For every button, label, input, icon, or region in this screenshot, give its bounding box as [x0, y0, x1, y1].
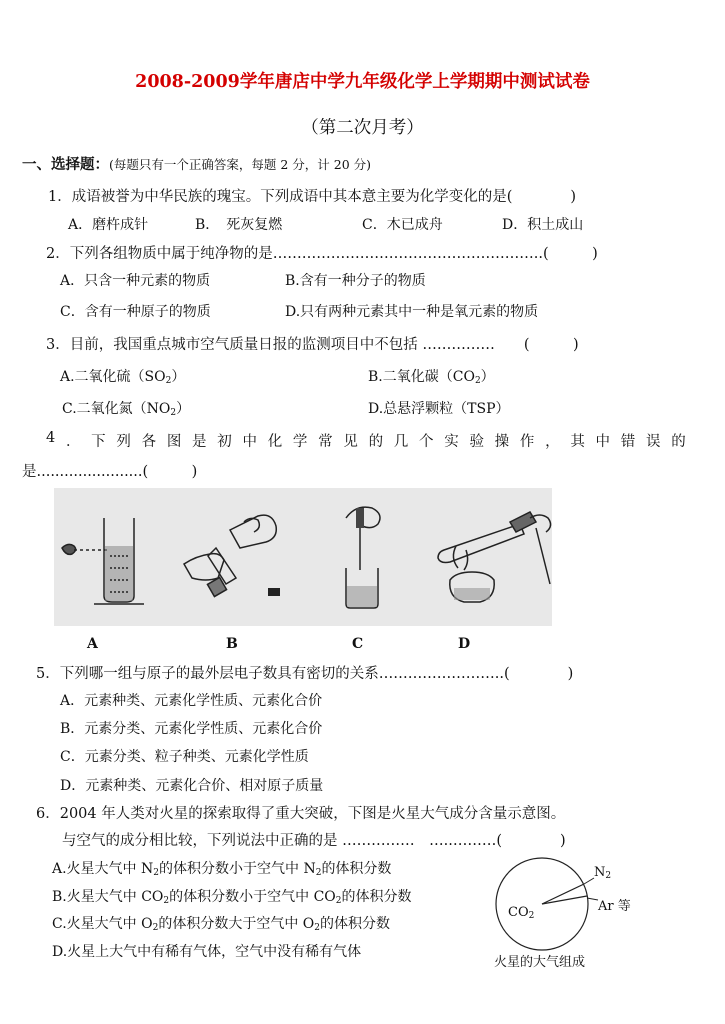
- figure-label-c: C: [352, 636, 364, 652]
- chart-label-ar: Ar 等: [598, 899, 631, 914]
- q3-stem: 3．目前，我国重点城市空气质量日报的监测项目中不包括 …………… ( ): [46, 337, 579, 353]
- chart-label-n2: $N_2$: [594, 865, 612, 881]
- section-note: (每题只有一个正确答案，每题 2 分，计 20 分): [109, 157, 372, 172]
- chart-caption: 火星的大气组成: [494, 955, 586, 970]
- q2-option-a: A．只含一种元素的物质: [60, 273, 211, 289]
- sector-line-n2: [542, 884, 584, 904]
- pouring-liquid-icon: [184, 515, 280, 596]
- chart-label-co2: $CO_2$: [508, 905, 535, 921]
- section-heading: [22, 153, 371, 174]
- q5-option-b: B．元素分类、元素化学性质、元素化合价: [60, 721, 323, 737]
- q3-option-d: D.总悬浮颗粒（TSP）: [368, 401, 510, 417]
- leader-line-ar: [587, 898, 598, 900]
- q6-stem-line1: 6．2004 年人类对火星的探索取得了重大突破，下图是火星大气成分含量示意图。: [36, 806, 566, 822]
- graduated-cylinder-icon: [62, 518, 144, 604]
- q3-option-c: C.二氧化氮$(NO_2)$: [62, 401, 191, 418]
- experiment-illustrations: [54, 488, 552, 626]
- page-title: 2008-2009学年唐店中学九年级化学上学期期中测试试卷: [135, 72, 590, 92]
- q1-stem: 1．成语被誉为中华民族的瑰宝。下列成语中其本意主要为化学变化的是( ): [48, 189, 577, 205]
- q5-option-c: C．元素分类、粒子种类、元素化学性质: [60, 749, 309, 765]
- leader-line-n2: [584, 878, 594, 884]
- sector-line-ar: [542, 896, 587, 904]
- q2-option-d: D.只有两种元素其中一种是氧元素的物质: [285, 304, 539, 320]
- dropper-icon: [346, 507, 380, 608]
- q1-option-a: A．磨杵成针: [68, 217, 149, 233]
- heating-tube-icon: [438, 512, 551, 602]
- figure-label-d: D: [458, 636, 471, 652]
- q5-stem: 5．下列哪一组与原子的最外层电子数具有密切的关系……………………..( ): [36, 666, 574, 682]
- section-title: 一、选择题：: [22, 156, 109, 173]
- q6-option-d: D.火星上大气中有稀有气体，空气中没有稀有气体: [52, 944, 362, 960]
- experiment-figure: [54, 488, 552, 626]
- q2-option-b: B.含有一种分子的物质: [285, 273, 426, 289]
- q1-option-c: C．木已成舟: [362, 217, 443, 233]
- q4-stem-line1: 4 ． 下 列 各 图 是 初 中 化 学 常 见 的 几 个 实 验 操 作 ， 其 中 错 误 的: [46, 430, 686, 450]
- q5-option-a: A．元素种类、元素化学性质、元素化合价: [60, 693, 323, 709]
- page-subtitle: （第二次月考）: [301, 118, 424, 138]
- q1-option-d: D．积土成山: [502, 217, 584, 233]
- q6-option-b: B.火星大气中 $CO_2$的体积分数小于空气中 $CO_2$的体积分数: [52, 889, 412, 906]
- q1-option-b: B． 死灰复燃: [195, 217, 283, 233]
- q3-option-b: B.二氧化碳$(CO_2)$: [368, 369, 495, 386]
- q6-stem-line2: 与空气的成分相比较，下列说法中正确的是 …………… …..………( ): [62, 833, 566, 849]
- q2-option-c: C．含有一种原子的物质: [60, 304, 211, 320]
- figure-label-a: A: [87, 636, 98, 652]
- q4-stem-line2: 是.......................( ): [22, 464, 198, 480]
- q5-option-d: D．元素种类、元素化合价、相对原子质量: [60, 778, 324, 794]
- q2-stem: 2．下列各组物质中属于纯净物的是………………………………………………..( ): [46, 246, 598, 262]
- q6-option-a: A.火星大气中 $N_2$的体积分数小于空气中 $N_2$的体积分数: [52, 861, 392, 878]
- q3-option-a: A.二氧化硫$(SO_2)$: [60, 369, 186, 386]
- figure-label-b: B: [226, 636, 238, 652]
- q6-option-c: C.火星大气中 $O_2$的体积分数大于空气中 $O_2$的体积分数: [52, 916, 390, 933]
